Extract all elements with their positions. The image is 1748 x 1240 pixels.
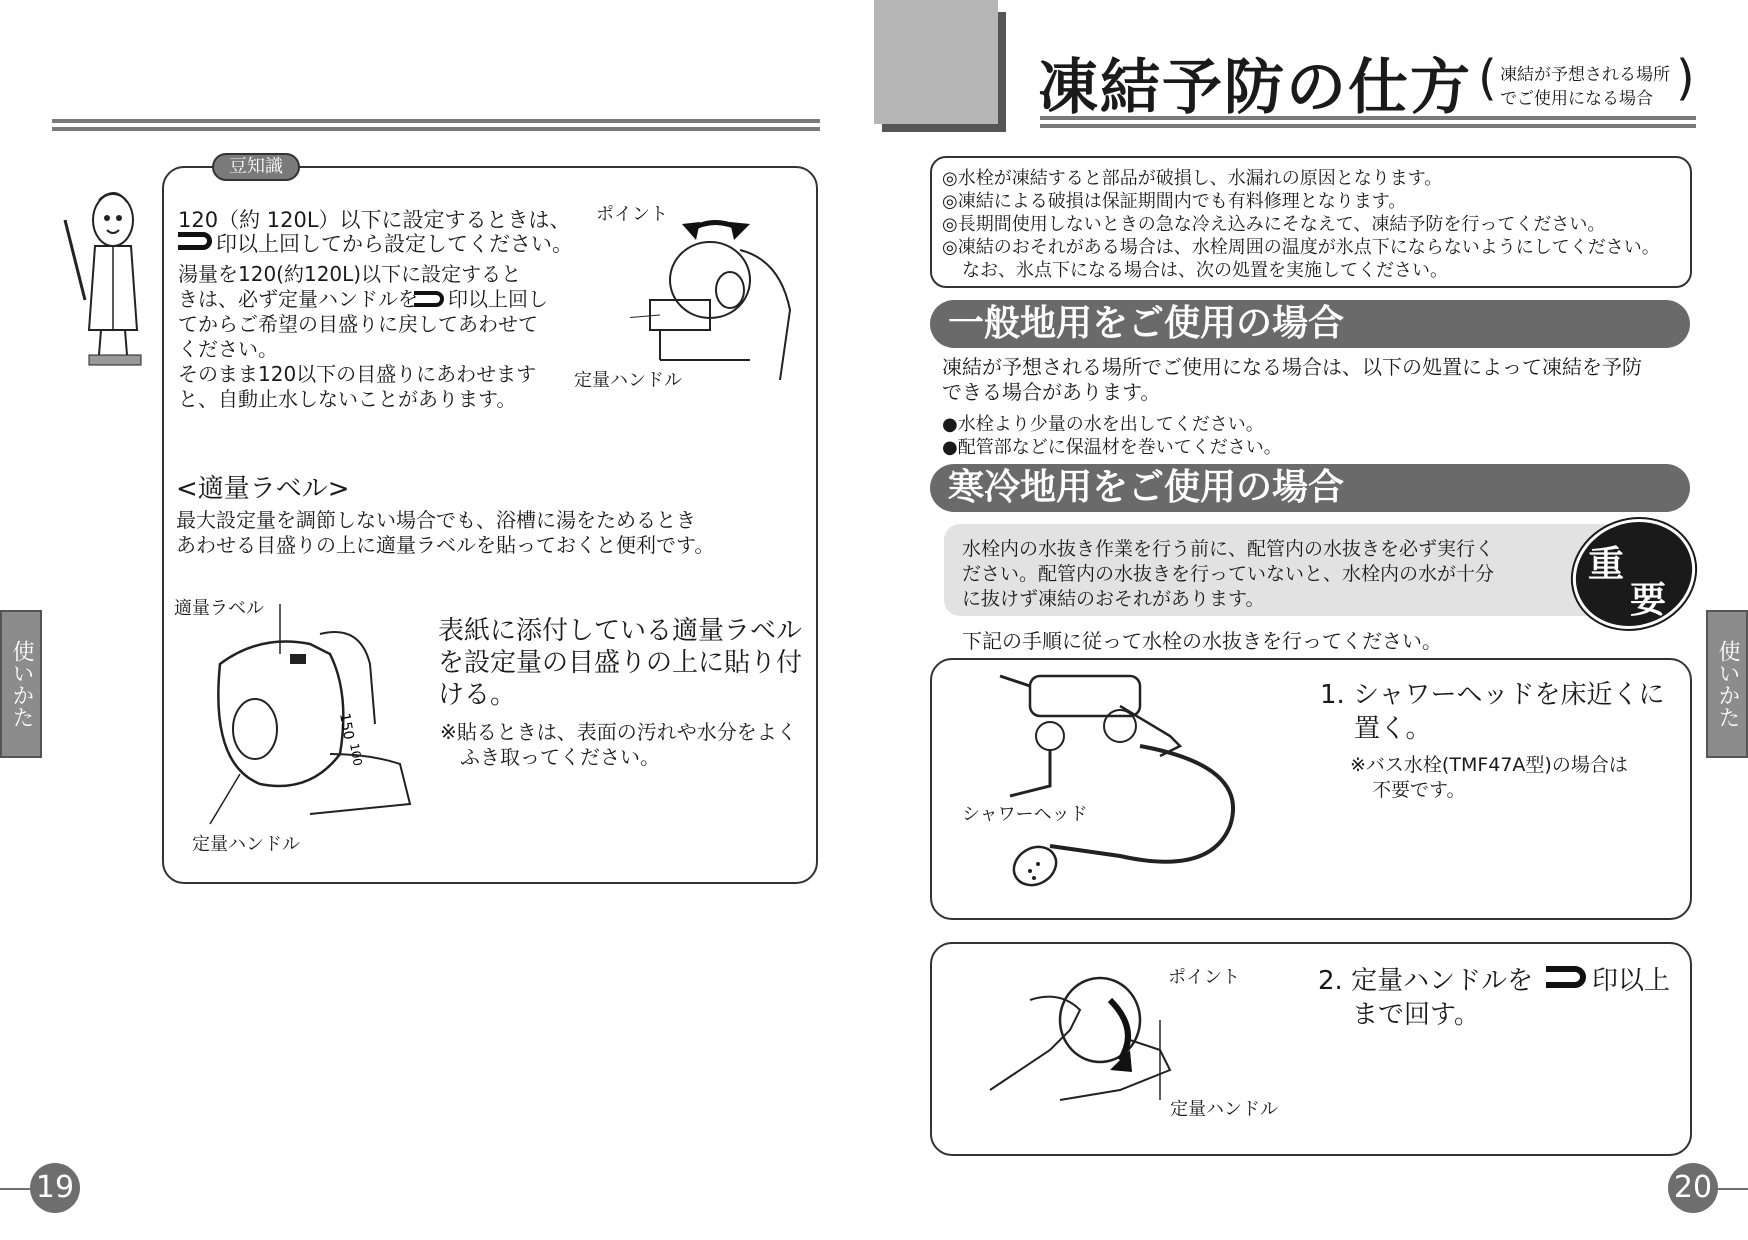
title-paren-open: (: [1478, 50, 1497, 106]
procedure-intro: 下記の手順に従って水栓の水抜きを行ってください。: [962, 629, 1442, 653]
return-arrow-icon: [178, 232, 212, 250]
step1-line-1: 1. シャワーヘッドを床近くに: [1320, 680, 1665, 710]
box1-body-5: そのまま120以下の目盛りにあわせます: [178, 362, 537, 386]
label-dial-illustration: [200, 604, 430, 834]
label-callout-label: 適量ラベル: [174, 598, 264, 619]
step2-line-1b: 印以上: [1592, 966, 1671, 996]
box1-body-0: 湯量を120(約120L)以下に設定すると: [178, 262, 522, 286]
label-note-1: ※貼るときは、表面の汚れや水分をよく: [440, 720, 797, 744]
box1-heading-1: 120（約 120L）以下に設定するときは、: [178, 208, 571, 232]
title-paren-line1: 凍結が予想される場所: [1500, 65, 1670, 85]
label-desc-2: あわせる目盛りの上に適量ラベルを貼っておくと便利です。: [176, 533, 715, 557]
box1-body-2: きは、必ず定量ハンドルを: [178, 287, 418, 311]
important-line-3: に抜けず凍結のおそれがあります。: [962, 588, 1265, 610]
right-side-tab[interactable]: 使いかた: [1706, 610, 1748, 758]
step2-line-2: まで回す。: [1352, 1000, 1480, 1030]
box1-body-4: ください。: [178, 337, 278, 361]
left-footer-line: [0, 1188, 30, 1190]
mame-label-pill: [212, 153, 300, 181]
dial-150: 150: [336, 711, 357, 742]
step1-note-1: ※バス水栓(TMF47A型)の場合は: [1350, 754, 1628, 776]
label-section-title: <適量ラベル>: [176, 474, 350, 504]
general-desc-1: 凍結が予想される場所でご使用になる場合は、以下の処置によって凍結を予防: [942, 355, 1642, 379]
important-line-1: 水栓内の水抜き作業を行う前に、配管内の水抜きを必ず実行く: [962, 538, 1495, 560]
box1-callout-point: ポイント: [596, 204, 668, 225]
dial-100: 100: [347, 742, 365, 768]
step2-line-1a: 2. 定量ハンドルを: [1318, 966, 1534, 996]
right-header-rule: [1040, 116, 1696, 128]
box1-body-1: 印以上回し: [448, 287, 548, 311]
box1-body-3: てからご希望の目盛りに戻してあわせて: [178, 312, 538, 336]
note-4: なお、氷点下になる場合は、次の処置を実施してください。: [962, 260, 1448, 281]
note-3: ◎凍結のおそれがある場合は、水栓周囲の温度が氷点下にならないようにしてください。: [942, 237, 1660, 258]
right-page-number: 20: [1668, 1163, 1718, 1213]
mame-label-text: 豆知識: [229, 156, 283, 177]
left-side-tab[interactable]: 使いかた: [0, 610, 42, 758]
label-desc-1: 最大設定量を調節しない場合でも、浴槽に湯をためるとき: [176, 508, 696, 532]
label-note-2: ふき取ってください。: [460, 745, 660, 769]
return-arrow-icon: [414, 291, 444, 307]
label-instr-2: を設定量の目盛りの上に貼り付: [438, 648, 803, 678]
return-arrow-icon: [1546, 966, 1586, 988]
label-callout-handle: 定量ハンドル: [192, 834, 300, 855]
general-section-header: [930, 300, 1690, 348]
step1-note-2: 不要です。: [1372, 779, 1466, 801]
step2-callout-handle: 定量ハンドル: [1170, 1099, 1278, 1120]
cold-header-text: 寒冷地用をご使用の場合: [948, 467, 1345, 508]
note-2: ◎長期間使用しないときの急な冷え込みにそなえて、凍結予防を行ってください。: [942, 214, 1606, 235]
step1-line-2: 置く。: [1354, 714, 1432, 744]
general-desc-2: できる場合があります。: [942, 380, 1161, 404]
cold-section-header: [930, 464, 1690, 512]
note-1: ◎凍結による破損は保証期間内でも有料修理となります。: [942, 191, 1407, 212]
box1-callout-handle: 定量ハンドル: [574, 370, 682, 391]
general-header-text: 一般地用をご使用の場合: [948, 303, 1345, 344]
label-instr-3: ける。: [438, 680, 517, 710]
general-bullet-0: ●水栓より少量の水を出してください。: [942, 414, 1264, 435]
box1-body-6: と、自動止水しないことがあります。: [178, 387, 517, 411]
box1-heading-2: 印以上回してから設定してください。: [216, 232, 573, 256]
right-page-title: 凍結予防の仕方: [1038, 53, 1472, 123]
title-paren-line2: でご使用になる場合: [1500, 89, 1653, 109]
title-paren-close: ): [1676, 50, 1695, 106]
handle-turn-illustration: [630, 210, 810, 390]
note-0: ◎水栓が凍結すると部品が破損し、水漏れの原因となります。: [942, 168, 1443, 189]
right-footer-line: [1718, 1188, 1748, 1190]
shower-faucet-illustration: [990, 666, 1280, 906]
left-header-rule: [52, 119, 820, 131]
label-instr-1: 表紙に添付している適量ラベル: [438, 616, 803, 646]
step1-callout-shower: シャワーヘッド: [962, 804, 1088, 825]
step2-callout-point: ポイント: [1168, 967, 1240, 988]
left-page-number: 19: [30, 1163, 80, 1213]
badge-char-2: 要: [1630, 580, 1667, 621]
badge-char-1: 重: [1588, 544, 1625, 585]
important-line-2: ださい。配管内の水抜きを行っていないと、水栓内の水が十分: [962, 563, 1495, 585]
general-bullet-1: ●配管部などに保温材を巻いてください。: [942, 437, 1282, 458]
title-gray-block: [874, 0, 998, 124]
mascot-illustration: [55, 180, 155, 380]
